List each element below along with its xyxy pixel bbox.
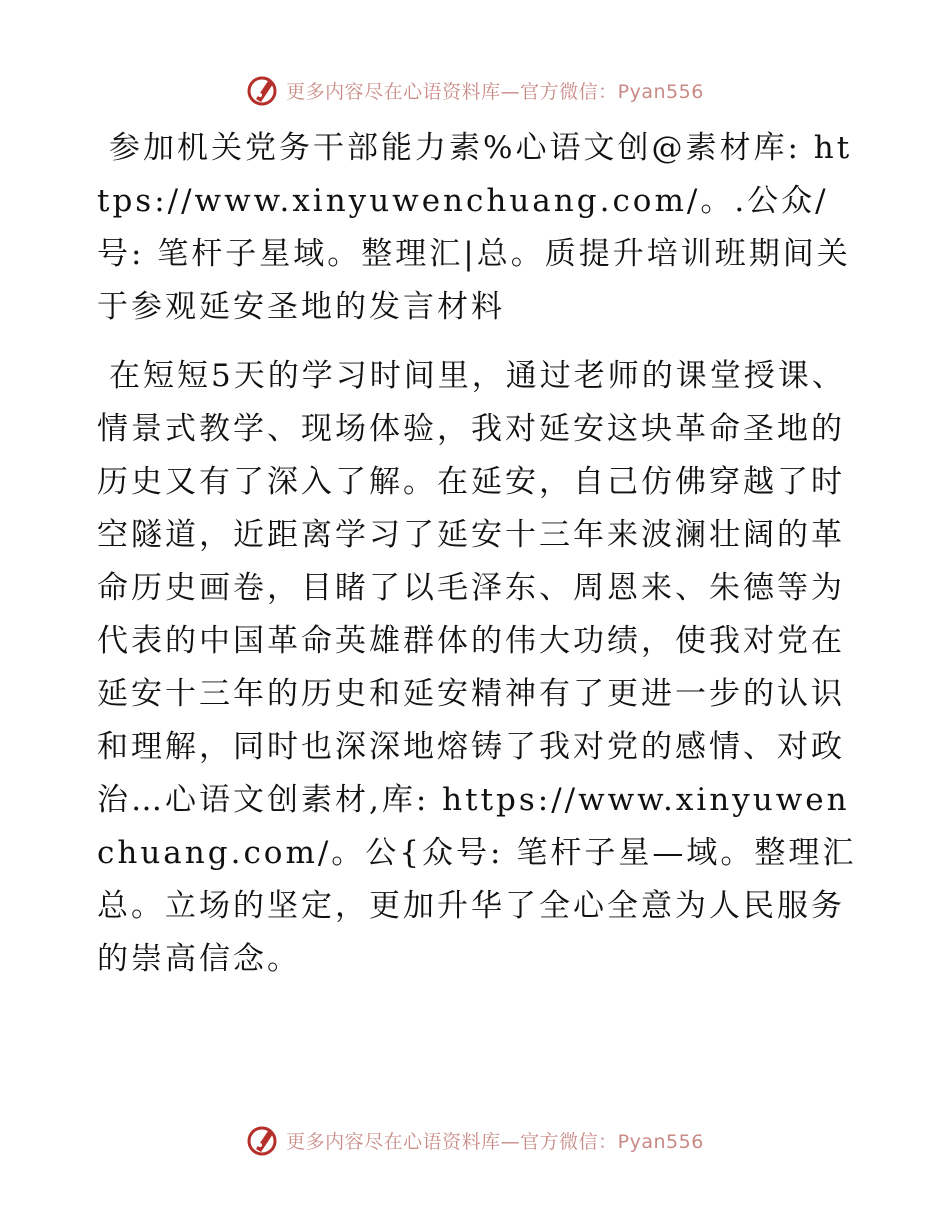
wechat-id: Pyan556 <box>617 1130 704 1153</box>
body-paragraph: 在短短5天的学习时间里，通过老师的课堂授课、情景式教学、现场体验，我对延安这块革命圣地的历史又有了深入了解。在延安，自己仿佛穿越了时空隧道，近距离学习了延安十三年来波澜壮阔的革命历史画卷，目睹了以毛泽东、周恩来、朱德等为代表的中国革命英雄群体的伟大功绩，使我对党在延安十三年的历史和延安精神有了更进一步的认识和理解，同时也深深地熔铸了我对党的感情、对政治…心语文创素材,库: https://www.xinyuwenchuang.com/。公{众号: 笔杆子星—域。整理汇总。立场的坚定，更加升华了全心全意为人民服务的崇高信念。 <box>97 358 857 977</box>
document-body <box>97 122 857 986</box>
watermark-text: 更多内容尽在心语资料库—官方微信：Pyan556 <box>286 80 704 103</box>
footer-watermark <box>0 1120 950 1160</box>
title-paragraph: 参加机关党务干部能力素%心语文创@素材库: https://www.xinyuwenchuang.com/。.公众/号: 笔杆子星域。整理汇|总。质提升培训班期间关于参观延安圣地的发言材料 <box>97 130 853 325</box>
pen-nib-logo-icon <box>246 1123 280 1157</box>
pen-nib-logo-icon <box>246 73 280 107</box>
header-watermark <box>0 70 950 110</box>
wechat-id: Pyan556 <box>617 80 704 103</box>
watermark-text: 更多内容尽在心语资料库—官方微信：Pyan556 <box>286 1130 704 1153</box>
